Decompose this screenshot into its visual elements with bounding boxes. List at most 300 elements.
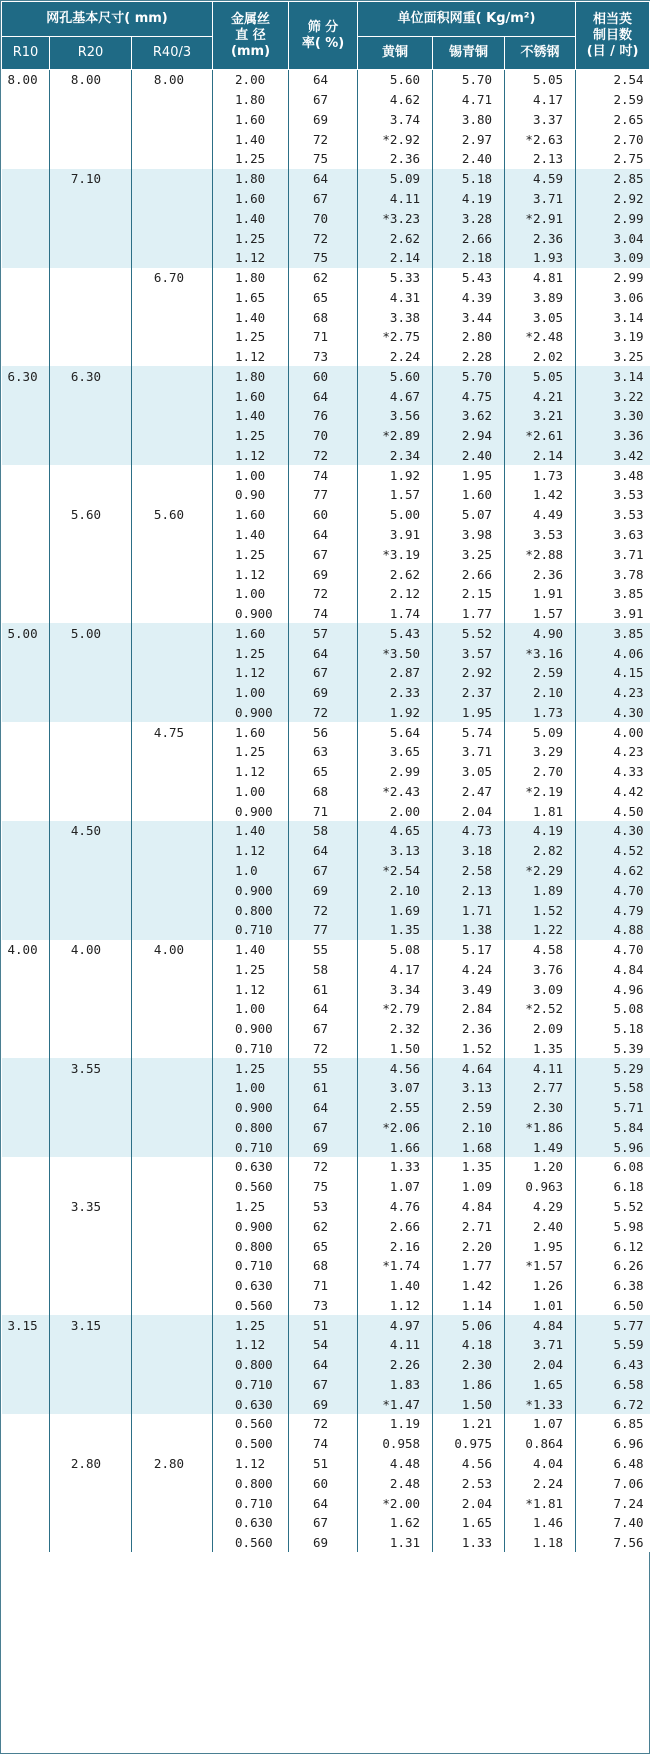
bronze-weight-cell: 1.14 <box>433 1295 505 1315</box>
steel-weight-cell: 3.29 <box>505 742 576 762</box>
r40-cell <box>132 959 213 979</box>
open-area-cell: 71 <box>289 1276 358 1296</box>
r10-cell <box>2 1019 50 1039</box>
bronze-weight-cell: 1.60 <box>433 485 505 505</box>
bronze-weight-cell: 1.71 <box>433 900 505 920</box>
r40-cell <box>132 920 213 940</box>
open-area-cell: 72 <box>289 446 358 466</box>
brass-weight-cell: *3.19 <box>358 544 433 564</box>
wire-diameter-cell: 1.25 <box>213 1058 289 1078</box>
table-row <box>2 900 650 920</box>
table-row <box>2 663 650 683</box>
mesh-count-cell: 6.85 <box>576 1414 650 1434</box>
r20-cell <box>50 861 132 881</box>
r40-cell <box>132 742 213 762</box>
wire-diameter-cell: 1.12 <box>213 248 289 268</box>
r20-cell <box>50 406 132 426</box>
r10-cell <box>2 861 50 881</box>
steel-weight-cell: 3.71 <box>505 189 576 209</box>
open-area-cell: 61 <box>289 1078 358 1098</box>
r10-cell <box>2 110 50 130</box>
r10-cell <box>2 703 50 723</box>
open-area-cell: 69 <box>289 683 358 703</box>
open-area-cell: 77 <box>289 485 358 505</box>
table-row <box>2 1434 650 1454</box>
steel-weight-cell: *2.48 <box>505 327 576 347</box>
table-row <box>2 920 650 940</box>
mesh-count-cell: 5.77 <box>576 1315 650 1335</box>
steel-weight-cell: 2.59 <box>505 663 576 683</box>
wire-diameter-cell: 1.25 <box>213 1315 289 1335</box>
table-row <box>2 782 650 802</box>
wire-diameter-cell: 1.40 <box>213 525 289 545</box>
table-row <box>2 525 650 545</box>
r40-cell <box>132 1295 213 1315</box>
brass-weight-cell: 5.00 <box>358 505 433 525</box>
brass-weight-cell: 2.48 <box>358 1473 433 1493</box>
bronze-weight-cell: 3.80 <box>433 110 505 130</box>
steel-weight-cell: 1.18 <box>505 1533 576 1553</box>
r20-cell <box>50 663 132 683</box>
table-row <box>2 1375 650 1395</box>
r40-cell <box>132 1533 213 1553</box>
r20-cell: 6.30 <box>50 366 132 386</box>
r20-cell <box>50 1177 132 1197</box>
wire-diameter-cell: 1.60 <box>213 110 289 130</box>
open-area-cell: 64 <box>289 1355 358 1375</box>
r20-cell <box>50 959 132 979</box>
brass-weight-cell: 1.57 <box>358 485 433 505</box>
steel-weight-cell: 2.13 <box>505 149 576 169</box>
r40-cell <box>132 327 213 347</box>
wire-diameter-cell: 0.500 <box>213 1434 289 1454</box>
mesh-count-cell: 4.23 <box>576 742 650 762</box>
wire-diameter-cell: 2.00 <box>213 70 289 90</box>
bronze-weight-cell: 2.92 <box>433 663 505 683</box>
steel-weight-cell: *1.81 <box>505 1493 576 1513</box>
steel-weight-cell: 1.93 <box>505 248 576 268</box>
r20-cell <box>50 1137 132 1157</box>
brass-weight-cell: 4.31 <box>358 287 433 307</box>
r40-cell <box>132 1197 213 1217</box>
r40-cell: 4.75 <box>132 722 213 742</box>
open-area-cell: 69 <box>289 880 358 900</box>
brass-weight-cell: 2.26 <box>358 1355 433 1375</box>
r40-cell <box>132 208 213 228</box>
r10-cell <box>2 1454 50 1474</box>
mesh-count-cell: 4.84 <box>576 959 650 979</box>
r20-cell <box>50 327 132 347</box>
mesh-count-cell: 4.23 <box>576 683 650 703</box>
r20-cell <box>50 1434 132 1454</box>
table-row <box>2 643 650 663</box>
bronze-weight-cell: 5.06 <box>433 1315 505 1335</box>
open-area-cell: 71 <box>289 327 358 347</box>
steel-weight-cell: 2.09 <box>505 1019 576 1039</box>
r40-cell <box>132 1434 213 1454</box>
steel-weight-cell: *2.19 <box>505 782 576 802</box>
open-area-cell: 74 <box>289 604 358 624</box>
bronze-weight-cell: 5.70 <box>433 366 505 386</box>
open-area-cell: 75 <box>289 248 358 268</box>
r40-cell <box>132 1157 213 1177</box>
table-row <box>2 979 650 999</box>
r10-cell <box>2 208 50 228</box>
r10-cell <box>2 999 50 1019</box>
open-area-cell: 64 <box>289 1098 358 1118</box>
table-row <box>2 189 650 209</box>
r40-cell: 6.70 <box>132 268 213 288</box>
r20-cell <box>50 584 132 604</box>
brass-weight-cell: 2.36 <box>358 149 433 169</box>
table-row <box>2 1355 650 1375</box>
table-row <box>2 703 650 723</box>
mesh-count-cell: 2.65 <box>576 110 650 130</box>
bronze-weight-cell: 1.33 <box>433 1533 505 1553</box>
r10-cell <box>2 90 50 110</box>
header-r40: R40/3 <box>132 37 213 70</box>
bronze-weight-cell: 0.975 <box>433 1434 505 1454</box>
mesh-count-cell: 5.59 <box>576 1335 650 1355</box>
r40-cell <box>132 129 213 149</box>
r40-cell <box>132 801 213 821</box>
table-row <box>2 999 650 1019</box>
r40-cell <box>132 446 213 466</box>
r10-cell <box>2 169 50 189</box>
brass-weight-cell: 1.66 <box>358 1137 433 1157</box>
r10-cell <box>2 1375 50 1395</box>
bronze-weight-cell: 1.09 <box>433 1177 505 1197</box>
r10-cell <box>2 1434 50 1454</box>
steel-weight-cell: 1.26 <box>505 1276 576 1296</box>
wire-diameter-cell: 1.80 <box>213 169 289 189</box>
wire-diameter-cell: 1.65 <box>213 287 289 307</box>
mesh-count-cell: 3.06 <box>576 287 650 307</box>
r10-cell <box>2 1177 50 1197</box>
bronze-weight-cell: 2.84 <box>433 999 505 1019</box>
bronze-weight-cell: 1.50 <box>433 1394 505 1414</box>
mesh-count-cell: 4.30 <box>576 703 650 723</box>
brass-weight-cell: 4.11 <box>358 189 433 209</box>
steel-weight-cell: 2.70 <box>505 762 576 782</box>
table-row <box>2 1118 650 1138</box>
steel-weight-cell: 2.36 <box>505 228 576 248</box>
mesh-count-cell: 3.53 <box>576 485 650 505</box>
open-area-cell: 69 <box>289 564 358 584</box>
wire-diameter-cell: 1.40 <box>213 406 289 426</box>
r10-cell <box>2 1137 50 1157</box>
wire-diameter-cell: 1.25 <box>213 544 289 564</box>
r40-cell <box>132 900 213 920</box>
r10-cell <box>2 584 50 604</box>
steel-weight-cell: 2.14 <box>505 446 576 466</box>
bronze-weight-cell: 4.18 <box>433 1335 505 1355</box>
r10-cell <box>2 228 50 248</box>
brass-weight-cell: 1.83 <box>358 1375 433 1395</box>
header-wire-diameter: 金属丝 直 径 (mm) <box>213 2 289 70</box>
brass-weight-cell: *2.54 <box>358 861 433 881</box>
table-row <box>2 1276 650 1296</box>
steel-weight-cell: 4.21 <box>505 386 576 406</box>
wire-diameter-cell: 1.60 <box>213 505 289 525</box>
mesh-count-cell: 4.33 <box>576 762 650 782</box>
mesh-count-cell: 3.71 <box>576 544 650 564</box>
brass-weight-cell: 1.12 <box>358 1295 433 1315</box>
mesh-count-cell: 4.30 <box>576 821 650 841</box>
bronze-weight-cell: 4.73 <box>433 821 505 841</box>
r10-cell <box>2 485 50 505</box>
brass-weight-cell: 2.87 <box>358 663 433 683</box>
mesh-count-cell: 4.96 <box>576 979 650 999</box>
header-stainless-steel: 不锈钢 <box>505 37 576 70</box>
r20-cell <box>50 880 132 900</box>
mesh-count-cell: 6.12 <box>576 1236 650 1256</box>
wire-diameter-cell: 0.710 <box>213 1493 289 1513</box>
r20-cell <box>50 999 132 1019</box>
steel-weight-cell: 1.22 <box>505 920 576 940</box>
r10-cell <box>2 189 50 209</box>
bronze-weight-cell: 1.38 <box>433 920 505 940</box>
brass-weight-cell: 3.56 <box>358 406 433 426</box>
r10-cell <box>2 268 50 288</box>
table-row <box>2 1335 650 1355</box>
bronze-weight-cell: 3.49 <box>433 979 505 999</box>
bronze-weight-cell: 4.71 <box>433 90 505 110</box>
wire-diameter-cell: 0.560 <box>213 1533 289 1553</box>
bronze-weight-cell: 3.71 <box>433 742 505 762</box>
wire-diameter-cell: 1.80 <box>213 268 289 288</box>
bronze-weight-cell: 2.66 <box>433 564 505 584</box>
open-area-cell: 72 <box>289 228 358 248</box>
r20-cell <box>50 1375 132 1395</box>
wire-diameter-cell: 1.00 <box>213 1078 289 1098</box>
wire-diameter-cell: 1.12 <box>213 564 289 584</box>
brass-weight-cell: 5.43 <box>358 623 433 643</box>
wire-diameter-cell: 0.800 <box>213 900 289 920</box>
brass-weight-cell: 1.92 <box>358 703 433 723</box>
mesh-count-cell: 4.06 <box>576 643 650 663</box>
table-row <box>2 465 650 485</box>
r40-cell <box>132 287 213 307</box>
open-area-cell: 65 <box>289 287 358 307</box>
mesh-count-cell: 5.58 <box>576 1078 650 1098</box>
steel-weight-cell: 1.42 <box>505 485 576 505</box>
steel-weight-cell: 3.89 <box>505 287 576 307</box>
mesh-count-cell: 4.88 <box>576 920 650 940</box>
wire-diameter-cell: 1.00 <box>213 584 289 604</box>
steel-weight-cell: 4.84 <box>505 1315 576 1335</box>
r10-cell <box>2 643 50 663</box>
brass-weight-cell: 2.14 <box>358 248 433 268</box>
wire-diameter-cell: 0.900 <box>213 703 289 723</box>
r40-cell <box>132 1513 213 1533</box>
mesh-count-cell: 3.04 <box>576 228 650 248</box>
brass-weight-cell: 2.55 <box>358 1098 433 1118</box>
mesh-count-cell: 5.52 <box>576 1197 650 1217</box>
steel-weight-cell: 1.91 <box>505 584 576 604</box>
r10-cell <box>2 406 50 426</box>
mesh-count-cell: 6.38 <box>576 1276 650 1296</box>
r10-cell <box>2 801 50 821</box>
bronze-weight-cell: 4.56 <box>433 1454 505 1474</box>
r10-cell <box>2 1355 50 1375</box>
open-area-cell: 68 <box>289 782 358 802</box>
mesh-count-cell: 7.56 <box>576 1533 650 1553</box>
brass-weight-cell: *2.00 <box>358 1493 433 1513</box>
bronze-weight-cell: 1.77 <box>433 1256 505 1276</box>
r20-cell <box>50 979 132 999</box>
bronze-weight-cell: 3.25 <box>433 544 505 564</box>
r20-cell <box>50 386 132 406</box>
bronze-weight-cell: 4.19 <box>433 189 505 209</box>
steel-weight-cell: 3.09 <box>505 979 576 999</box>
mesh-count-cell: 7.06 <box>576 1473 650 1493</box>
brass-weight-cell: 1.40 <box>358 1276 433 1296</box>
r40-cell <box>132 347 213 367</box>
open-area-cell: 62 <box>289 1216 358 1236</box>
brass-weight-cell: 2.00 <box>358 801 433 821</box>
steel-weight-cell: 4.81 <box>505 268 576 288</box>
r40-cell <box>132 386 213 406</box>
header-open-area: 筛 分 率( %) <box>289 2 358 70</box>
open-area-cell: 64 <box>289 841 358 861</box>
open-area-cell: 70 <box>289 426 358 446</box>
wire-diameter-cell: 1.60 <box>213 722 289 742</box>
r10-cell <box>2 1157 50 1177</box>
mesh-count-cell: 3.25 <box>576 347 650 367</box>
header-r20: R20 <box>50 37 132 70</box>
open-area-cell: 67 <box>289 1375 358 1395</box>
r10-cell <box>2 129 50 149</box>
r40-cell <box>132 1098 213 1118</box>
wire-diameter-cell: 0.710 <box>213 1256 289 1276</box>
steel-weight-cell: 3.37 <box>505 110 576 130</box>
r40-cell <box>132 1493 213 1513</box>
table-row <box>2 880 650 900</box>
brass-weight-cell: 4.76 <box>358 1197 433 1217</box>
steel-weight-cell: 1.95 <box>505 1236 576 1256</box>
bronze-weight-cell: 2.04 <box>433 1493 505 1513</box>
brass-weight-cell: 2.32 <box>358 1019 433 1039</box>
bronze-weight-cell: 1.86 <box>433 1375 505 1395</box>
r20-cell: 3.15 <box>50 1315 132 1335</box>
r20-cell <box>50 900 132 920</box>
steel-weight-cell: 2.04 <box>505 1355 576 1375</box>
wire-diameter-cell: 1.60 <box>213 386 289 406</box>
table-row <box>2 1315 650 1335</box>
table-row <box>2 366 650 386</box>
mesh-count-cell: 2.85 <box>576 169 650 189</box>
r10-cell: 4.00 <box>2 940 50 960</box>
steel-weight-cell: 3.05 <box>505 307 576 327</box>
mesh-count-cell: 5.84 <box>576 1118 650 1138</box>
r40-cell <box>132 406 213 426</box>
bronze-weight-cell: 2.15 <box>433 584 505 604</box>
open-area-cell: 74 <box>289 465 358 485</box>
r40-cell <box>132 1236 213 1256</box>
bronze-weight-cell: 2.58 <box>433 861 505 881</box>
r20-cell <box>50 1295 132 1315</box>
table-row <box>2 485 650 505</box>
r20-cell <box>50 228 132 248</box>
mesh-count-cell: 2.75 <box>576 149 650 169</box>
table-row <box>2 959 650 979</box>
table-row <box>2 604 650 624</box>
wire-diameter-cell: 1.25 <box>213 959 289 979</box>
r10-cell: 5.00 <box>2 623 50 643</box>
r20-cell <box>50 1355 132 1375</box>
bronze-weight-cell: 4.24 <box>433 959 505 979</box>
r40-cell <box>132 1039 213 1059</box>
r20-cell <box>50 564 132 584</box>
mesh-count-cell: 2.54 <box>576 70 650 90</box>
steel-weight-cell: 4.29 <box>505 1197 576 1217</box>
brass-weight-cell: 4.65 <box>358 821 433 841</box>
r40-cell <box>132 366 213 386</box>
r10-cell <box>2 880 50 900</box>
brass-weight-cell: *1.74 <box>358 1256 433 1276</box>
brass-weight-cell: 2.33 <box>358 683 433 703</box>
open-area-cell: 69 <box>289 1394 358 1414</box>
wire-diameter-cell: 1.25 <box>213 643 289 663</box>
open-area-cell: 58 <box>289 821 358 841</box>
bronze-weight-cell: 3.18 <box>433 841 505 861</box>
r10-cell: 6.30 <box>2 366 50 386</box>
mesh-count-cell: 3.53 <box>576 505 650 525</box>
table-row <box>2 940 650 960</box>
mesh-count-cell: 3.14 <box>576 307 650 327</box>
r40-cell <box>132 979 213 999</box>
r20-cell <box>50 110 132 130</box>
brass-weight-cell: 1.31 <box>358 1533 433 1553</box>
table-row <box>2 386 650 406</box>
open-area-cell: 67 <box>289 1513 358 1533</box>
brass-weight-cell: 0.958 <box>358 1434 433 1454</box>
mesh-count-cell: 4.42 <box>576 782 650 802</box>
r20-cell <box>50 1098 132 1118</box>
r10-cell <box>2 1533 50 1553</box>
table-row <box>2 446 650 466</box>
open-area-cell: 75 <box>289 1177 358 1197</box>
open-area-cell: 68 <box>289 1256 358 1276</box>
bronze-weight-cell: 1.35 <box>433 1157 505 1177</box>
brass-weight-cell: 3.74 <box>358 110 433 130</box>
r20-cell <box>50 525 132 545</box>
steel-weight-cell: 3.71 <box>505 1335 576 1355</box>
table-row <box>2 1137 650 1157</box>
r10-cell <box>2 821 50 841</box>
wire-diameter-cell: 1.00 <box>213 683 289 703</box>
r20-cell <box>50 782 132 802</box>
mesh-count-cell: 7.40 <box>576 1513 650 1533</box>
mesh-count-cell: 6.96 <box>576 1434 650 1454</box>
table-row <box>2 1216 650 1236</box>
open-area-cell: 54 <box>289 1335 358 1355</box>
steel-weight-cell: 1.01 <box>505 1295 576 1315</box>
wire-diameter-cell: 0.90 <box>213 485 289 505</box>
wire-diameter-cell: 1.40 <box>213 821 289 841</box>
data-table <box>1 1 650 1552</box>
bronze-weight-cell: 1.65 <box>433 1513 505 1533</box>
r20-cell <box>50 1473 132 1493</box>
wire-diameter-cell: 1.25 <box>213 327 289 347</box>
bronze-weight-cell: 2.59 <box>433 1098 505 1118</box>
table-row <box>2 228 650 248</box>
table-row <box>2 584 650 604</box>
bronze-weight-cell: 2.10 <box>433 1118 505 1138</box>
steel-weight-cell: 1.46 <box>505 1513 576 1533</box>
table-row <box>2 762 650 782</box>
